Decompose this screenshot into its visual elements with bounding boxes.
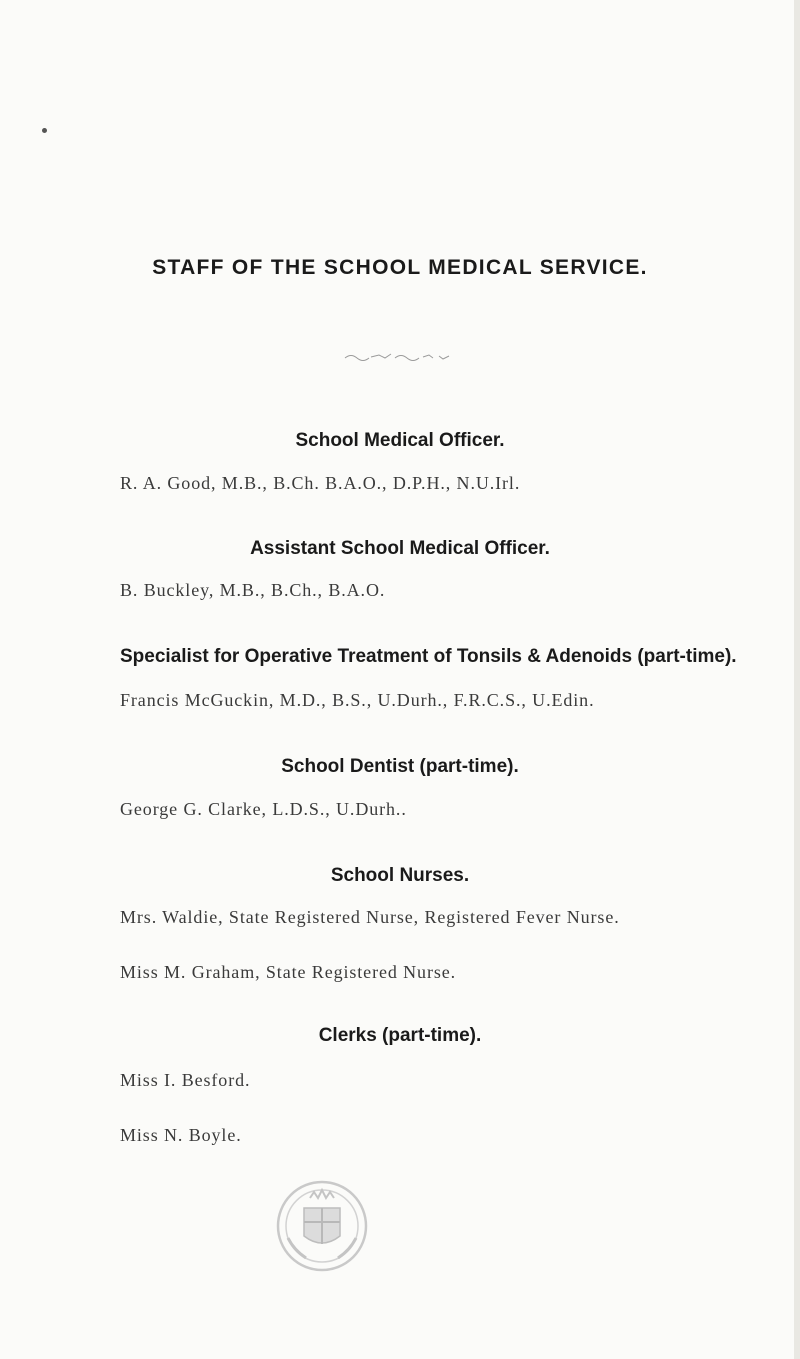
heading-school-nurses: School Nurses. [330,865,470,886]
page-title: STAFF OF THE SCHOOL MEDICAL SERVICE. [152,256,648,279]
heading-tonsils-specialist: Specialist for Operative Treatment of Tonsils & Adenoids (part-time). [120,646,737,667]
divider-ornament [343,352,455,362]
staff-line: Miss M. Graham, State Registered Nurse. [120,962,457,982]
staff-line: Miss I. Besford. [120,1070,251,1090]
staff-line: Francis McGuckin, M.D., B.S., U.Durh., F.R.C.S., U.Edin. [120,690,595,710]
heading-school-dentist: School Dentist (part-time). [281,756,519,777]
heading-assistant-officer: Assistant School Medical Officer. [250,538,550,559]
staff-line: Mrs. Waldie, State Registered Nurse, Registered Fever Nurse. [120,907,620,927]
heading-school-medical-officer: School Medical Officer. [295,430,505,451]
page-edge-shadow [794,0,800,1359]
staff-line: George G. Clarke, L.D.S., U.Durh.. [120,799,407,819]
heading-clerks: Clerks (part-time). [318,1025,482,1046]
library-seal-stamp [274,1178,370,1274]
staff-line: Miss N. Boyle. [120,1125,242,1145]
staff-line: B. Buckley, M.B., B.Ch., B.A.O. [120,580,386,600]
staff-line: R. A. Good, M.B., B.Ch. B.A.O., D.P.H., N.U.Irl. [120,473,521,493]
print-speck [42,128,47,133]
